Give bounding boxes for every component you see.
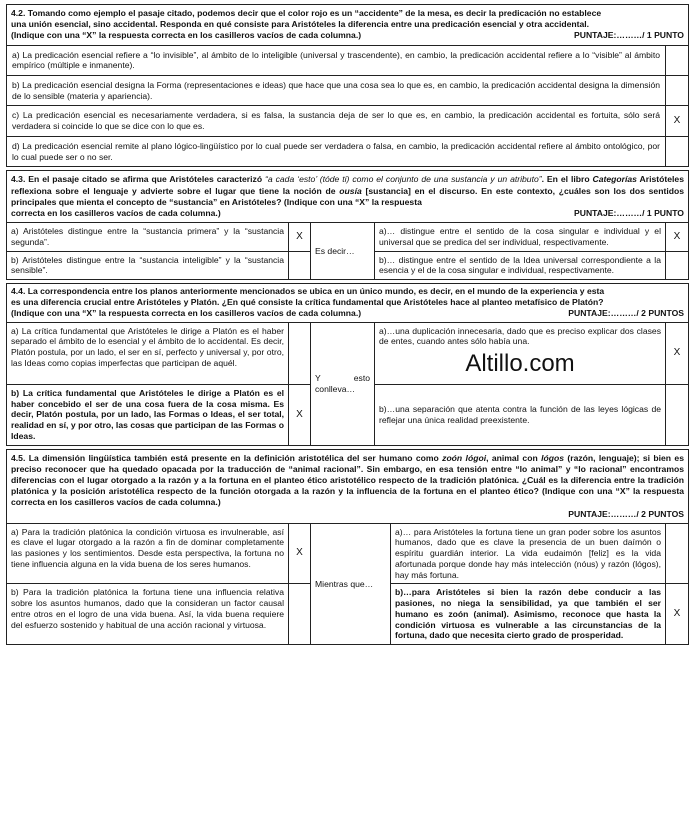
header-text: . En el libro <box>541 174 593 185</box>
question-4-4-header <box>7 284 688 323</box>
right-option: b)… distingue entre el sentido de la Idea universal correspondiente a la esencia y el de la cosa singular e individual, respectivamente. <box>375 252 666 279</box>
header-line: 4.4. La correspondencia entre los planos anteriormente mencionados se ubica en un único mundo, es decir, en el mundo de la experiencia y esta <box>11 286 605 297</box>
header-line: es una diferencia crucial entre Aristóteles y Platón. ¿En qué consiste la crítica fundamental que Aristóteles hace al planteo metafísico de Platón? <box>11 297 604 308</box>
header-text: 4.3. En el pasaje citado se afirma que Aristóteles caracterizó <box>11 174 266 185</box>
answer-box[interactable]: X <box>289 524 311 585</box>
answer-grid <box>7 223 688 279</box>
header-instruction: correcta en los casilleros vacíos de cada columna.) <box>11 207 221 218</box>
right-option: a)… para Aristóteles la fortuna tiene un gran poder sobre los asuntos humanos, dado que es clave la presencia de un buen daímón o espíritu guardián interior. La vida eudaimón [feliz] es la vida afortunada porque donde hay más intelección (nóus) y razón (lógos), hay más fortuna. <box>391 524 666 585</box>
right-option-text: a)…una duplicación innecesaria, dado que es preciso explicar dos clases de entes, cuando antes sólo había una. <box>379 325 661 347</box>
right-option: a)… distingue entre el sentido de la cosa singular e individual y el universal que se predica del ser individual, respectivamente. <box>375 223 666 251</box>
answer-box[interactable]: X <box>289 385 311 445</box>
question-4-3 <box>6 170 689 280</box>
answer-box[interactable] <box>289 323 311 385</box>
option-text: d) La predicación esencial remite al plano lógico-lingüístico por lo cual puede ser verdadera o falsa, en cambio, la predicación accidental refiere al ámbito ontológico, por lo cual puede ser o no ser. <box>7 137 666 166</box>
answer-row-a <box>7 46 688 76</box>
answer-box[interactable]: X <box>673 114 681 126</box>
score-field: PUNTAJE:………/ 1 PUNTO <box>574 207 684 218</box>
left-option: a) Para la tradición platónica la condición virtuosa es invulnerable, así es clave el lugar otorgado a la razón a fin de dominar completamente las pasiones y los sentimientos. Desde esta perspectiva, la fortuna no tiene influencia alguna en la vida buena de los seres humanos. <box>7 524 289 585</box>
header-text: [sustancia] en el discurso. En este contexto, ¿cuáles son los dos sentidos principales que mienta el concepto de “sustancia” en Aristóteles? (Indique con una “X” la respuesta <box>11 185 684 207</box>
answer-box[interactable]: X <box>666 223 688 251</box>
score-field: PUNTAJE:………/ 2 PUNTOS <box>568 308 684 319</box>
question-4-5 <box>6 449 689 645</box>
question-4-2-header <box>7 5 688 46</box>
answer-box[interactable] <box>666 137 688 166</box>
right-option-a <box>375 323 666 385</box>
answer-row-c <box>7 106 688 136</box>
question-4-5-header <box>7 450 688 524</box>
answer-box[interactable]: X <box>673 607 681 619</box>
left-option: a) La crítica fundamental que Aristóteles le dirige a Platón es el haber separado el ámbito de lo esencial y el ámbito de lo accidental. Es decir, Platón postula, por un lado, el ser en sí, perfecto y universal y, por otro, las Ideas como copias imperfectas que participan de aquél. <box>7 323 289 385</box>
exam-sheet <box>6 4 689 648</box>
header-text: 4.5. La dimensión lingüística también está presente en la definición aristotélica del ser humano como <box>11 452 443 463</box>
answer-row-d <box>7 137 688 166</box>
right-option: b)…para Aristóteles si bien la razón debe conducir a las pasiones, no niega la sensibilidad, ya que también el ser humano es zoón (animal). Asimismo, reconoce que hasta la condición virtuosa es vulnerable a las circunstancias de la fortuna, dado que necesita cierto grado de prosperidad. <box>391 584 666 644</box>
option-text: a) La predicación esencial refiere a “lo invisible”, al ámbito de lo inteligible (universal y trascendente), en cambio, la predicación accidental refiere a lo “visible” al ámbito empírico (múltiple e inmanente). <box>7 46 666 75</box>
connector-label: Es decir… <box>311 223 375 279</box>
answer-row-b <box>7 76 688 106</box>
connector-label: Mientras que… <box>311 524 391 644</box>
left-option: b) Para la tradición platónica la fortuna tiene una influencia relativa sobre los asuntos humanos, dado que la consideran un factor causal entre otros en el logro de una vida buena. Así, la vida buena requiere del esfuerzo sostenido y habitual de una acción racional y virtuosa. <box>7 584 289 644</box>
header-text: , animal con <box>486 452 542 463</box>
answer-grid <box>7 323 688 445</box>
option-text: c) La predicación esencial es necesariamente verdadera, si es falsa, la sustancia deja de ser lo que es, en cambio, la predicación accidental es fortuita, sólo será verdadera si coincide lo que se dice con lo que es. <box>7 106 666 135</box>
answer-box[interactable] <box>666 385 688 445</box>
answer-box[interactable] <box>289 252 311 279</box>
question-4-2 <box>6 4 689 167</box>
left-option: b) La crítica fundamental que Aristóteles le dirige a Platón es el haber concebido el ser de una cosa fuera de la cosa misma. Es decir, Platón postula, por un lado, las Formas o Ideas, el ser total, realidad en sí, y por otro, las cosas que participan de las Formas o Ideas. <box>7 385 289 445</box>
question-4-3-header <box>7 171 688 223</box>
answer-box[interactable] <box>289 584 311 644</box>
term-ousia: ousía <box>339 185 362 196</box>
connector-label: Y esto conlleva… <box>311 323 375 445</box>
header-text: (razón, lenguaje); si bien es preciso reconocer que ha quedado opacada por la traducción de “animal racional”. Sin embargo, en esa tensión entre “lo animal” y “lo racional” encontramos diferencias con el lugar otorgado a la razón y a la fortuna en el planteo ético aristotélico respecto de la tradición platónica. ¿Cuál es la diferencia entre la tradición platónica y la posición aristotélica respecto de la función otorgada a la razón y la influencia de la fortuna en el planteo ético? (Indique con una “X” la respuesta correcta en los casilleros vacíos de cada columna.) <box>11 452 684 508</box>
score-field: PUNTAJE:………/ 2 PUNTOS <box>568 508 684 519</box>
term-logos: lógos <box>541 452 564 463</box>
question-4-4 <box>6 283 689 446</box>
right-option: b)…una separación que atenta contra la función de las leyes lógicas de reflejar una única realidad preexistente. <box>375 385 666 445</box>
watermark: Altillo.com <box>465 350 575 377</box>
header-instruction: (Indique con una “X” la respuesta correcta en los casilleros vacíos de cada columna.) <box>11 308 362 319</box>
left-option: b) Aristóteles distingue entre la “sustancia inteligible” y la “sustancia sensible”. <box>7 252 289 279</box>
score-field: PUNTAJE:………/ 1 PUNTO <box>574 30 684 41</box>
left-option: a) Aristóteles distingue entre la “sustancia primera” y la “sustancia segunda”. <box>7 223 289 251</box>
answer-box[interactable] <box>666 76 688 105</box>
answer-box[interactable]: X <box>289 223 311 251</box>
header-text: Aristóteles reflexiona sobre el lenguaje y advierte sobre el lugar que tiene la noción de <box>11 174 684 196</box>
answer-box[interactable] <box>666 252 688 279</box>
header-quote: “a cada ‘esto’ (tóde ti) como el conjunto de una sustancia y un atributo” <box>265 174 542 185</box>
answer-box[interactable] <box>666 524 688 585</box>
option-text: b) La predicación esencial designa la Forma (representaciones e ideas) que hace que una cosa sea lo que es, en cambio, la predicación accidental designa la dimensión de lo sensible (materia y apariencia). <box>7 76 666 105</box>
header-line: 4.2. Tomando como ejemplo el pasaje citado, podemos decir que el color rojo es un “accidente” de la mesa, es decir la predicación no establece <box>11 8 602 18</box>
book-title: Categorías <box>592 174 637 185</box>
header-line: una unión esencial, sino accidental. Responda en qué consiste para Aristóteles la diferencia entre una predicación esencial y otra accidental. <box>11 19 590 30</box>
header-instruction: (Indique con una “X” la respuesta correcta en los casilleros vacíos de cada columna.) <box>11 30 362 41</box>
term-zoon-logoi: zoón lógoi <box>442 452 487 463</box>
answer-box[interactable]: X <box>666 323 688 385</box>
answer-grid <box>7 524 688 644</box>
answer-box[interactable] <box>666 46 688 75</box>
